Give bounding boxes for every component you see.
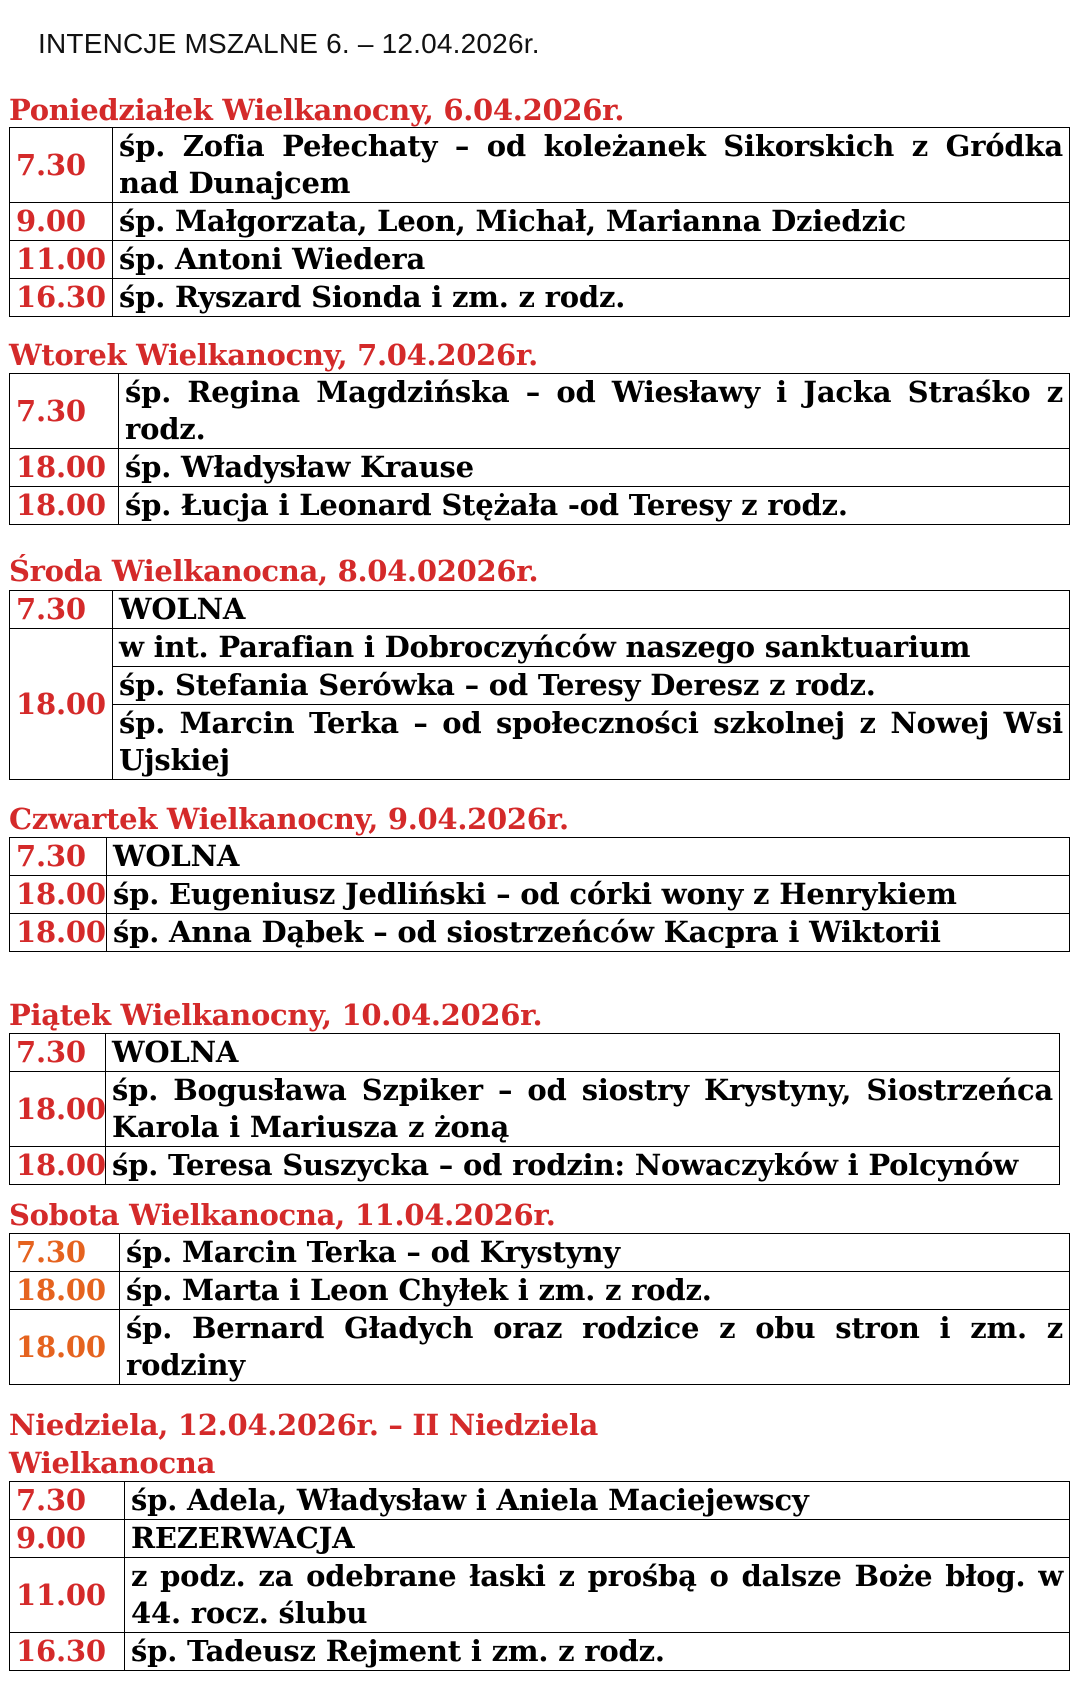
table-row <box>10 1310 1070 1385</box>
mass-time: 18.00 <box>10 1272 120 1310</box>
page-title: INTENCJE MSZALNE 6. – 12.04.2026r. <box>38 28 540 59</box>
mass-intention: śp. Zofia Pełechaty – od koleżanek Sikorskich z Gródka nad Dunajcem <box>113 128 1070 203</box>
mass-time: 18.00 <box>10 487 119 525</box>
mass-time: 7.30 <box>10 1234 120 1272</box>
mass-intention: śp. Bernard Gładych oraz rodzice z obu stron i zm. z rodziny <box>120 1310 1070 1385</box>
mass-time: 18.00 <box>10 1072 106 1147</box>
mass-intention: śp. Anna Dąbek – od siostrzeńców Kacpra i Wiktorii <box>107 914 1070 952</box>
mass-intention: WOLNA <box>113 591 1070 629</box>
table-row <box>10 1034 1060 1072</box>
table-row <box>10 838 1070 876</box>
table-row <box>10 1633 1070 1671</box>
mass-intention: śp. Marta i Leon Chyłek i zm. z rodz. <box>120 1272 1070 1310</box>
table-row <box>10 876 1070 914</box>
schedule-table-saturday <box>9 1233 1070 1385</box>
mass-time: 7.30 <box>10 591 113 629</box>
mass-time: 18.00 <box>10 1147 106 1185</box>
mass-time: 7.30 <box>10 128 113 203</box>
table-row <box>10 629 1070 667</box>
table-row <box>10 1234 1070 1272</box>
mass-intention: śp. Adela, Władysław i Aniela Maciejewscy <box>125 1482 1070 1520</box>
table-row <box>10 1072 1060 1147</box>
mass-intention: z podz. za odebrane łaski z prośbą o dalsze Boże błog. w 44. rocz. ślubu <box>125 1558 1070 1633</box>
mass-time: 16.30 <box>10 279 113 317</box>
mass-intention: śp. Antoni Wiedera <box>113 241 1070 279</box>
mass-intention: śp. Małgorzata, Leon, Michał, Marianna Dziedzic <box>113 203 1070 241</box>
mass-intention: śp. Marcin Terka – od Krystyny <box>120 1234 1070 1272</box>
mass-time: 9.00 <box>10 203 113 241</box>
mass-time: 9.00 <box>10 1520 125 1558</box>
day-heading-monday: Poniedziałek Wielkanocny, 6.04.2026r. <box>9 93 625 127</box>
mass-time: 11.00 <box>10 1558 125 1633</box>
day-heading-thursday: Czwartek Wielkanocny, 9.04.2026r. <box>9 802 569 836</box>
table-row <box>10 374 1070 449</box>
table-row <box>10 279 1070 317</box>
mass-time: 18.00 <box>10 629 113 780</box>
mass-intention: śp. Eugeniusz Jedliński – od córki wony z Henrykiem <box>107 876 1070 914</box>
mass-time: 7.30 <box>10 1482 125 1520</box>
schedule-table-sunday <box>9 1481 1070 1671</box>
mass-intention: WOLNA <box>107 838 1070 876</box>
table-row <box>10 128 1070 203</box>
mass-intention: śp. Bogusława Szpiker – od siostry Krystyny, Siostrzeńca Karola i Mariusza z żoną <box>106 1072 1060 1147</box>
mass-time: 18.00 <box>10 449 119 487</box>
mass-time: 16.30 <box>10 1633 125 1671</box>
table-row <box>10 1482 1070 1520</box>
mass-intention: śp. Regina Magdzińska – od Wiesławy i Jacka Straśko z rodz. <box>119 374 1070 449</box>
mass-time: 18.00 <box>10 1310 120 1385</box>
mass-intention: śp. Tadeusz Rejment i zm. z rodz. <box>125 1633 1070 1671</box>
day-heading-wednesday: Środa Wielkanocna, 8.04.02026r. <box>9 554 539 588</box>
table-row <box>10 1558 1070 1633</box>
table-row <box>10 705 1070 780</box>
mass-intention: śp. Ryszard Sionda i zm. z rodz. <box>113 279 1070 317</box>
schedule-table-tuesday <box>9 373 1070 525</box>
table-row <box>10 203 1070 241</box>
mass-intention: REZERWACJA <box>125 1520 1070 1558</box>
mass-intention: śp. Stefania Serówka – od Teresy Deresz z rodz. <box>113 667 1070 705</box>
table-row <box>10 1147 1060 1185</box>
schedule-table-thursday <box>9 837 1070 952</box>
day-heading-saturday: Sobota Wielkanocna, 11.04.2026r. <box>9 1198 556 1232</box>
mass-intention: śp. Teresa Suszycka – od rodzin: Nowaczyków i Polcynów <box>106 1147 1060 1185</box>
table-row <box>10 914 1070 952</box>
schedule-table-friday <box>9 1033 1060 1185</box>
mass-intention: śp. Władysław Krause <box>119 449 1070 487</box>
day-heading-sunday: Niedziela, 12.04.2026r. – II Niedziela Wielkanocna <box>9 1408 599 1480</box>
mass-intention: w int. Parafian i Dobroczyńców naszego sanktuarium <box>113 629 1070 667</box>
mass-time: 7.30 <box>10 374 119 449</box>
mass-time: 7.30 <box>10 838 107 876</box>
mass-time: 18.00 <box>10 914 107 952</box>
table-row <box>10 487 1070 525</box>
table-row <box>10 667 1070 705</box>
table-row <box>10 1520 1070 1558</box>
table-row <box>10 449 1070 487</box>
mass-intention: WOLNA <box>106 1034 1060 1072</box>
mass-time: 11.00 <box>10 241 113 279</box>
day-heading-tuesday: Wtorek Wielkanocny, 7.04.2026r. <box>9 338 538 372</box>
schedule-table-monday <box>9 127 1070 317</box>
table-row <box>10 1272 1070 1310</box>
schedule-table-wednesday <box>9 590 1070 780</box>
table-row <box>10 241 1070 279</box>
mass-time: 18.00 <box>10 876 107 914</box>
mass-intention: śp. Marcin Terka – od społeczności szkolnej z Nowej Wsi Ujskiej <box>113 705 1070 780</box>
mass-intention: śp. Łucja i Leonard Stężała -od Teresy z rodz. <box>119 487 1070 525</box>
table-row <box>10 591 1070 629</box>
mass-time: 7.30 <box>10 1034 106 1072</box>
day-heading-friday: Piątek Wielkanocny, 10.04.2026r. <box>9 998 543 1032</box>
